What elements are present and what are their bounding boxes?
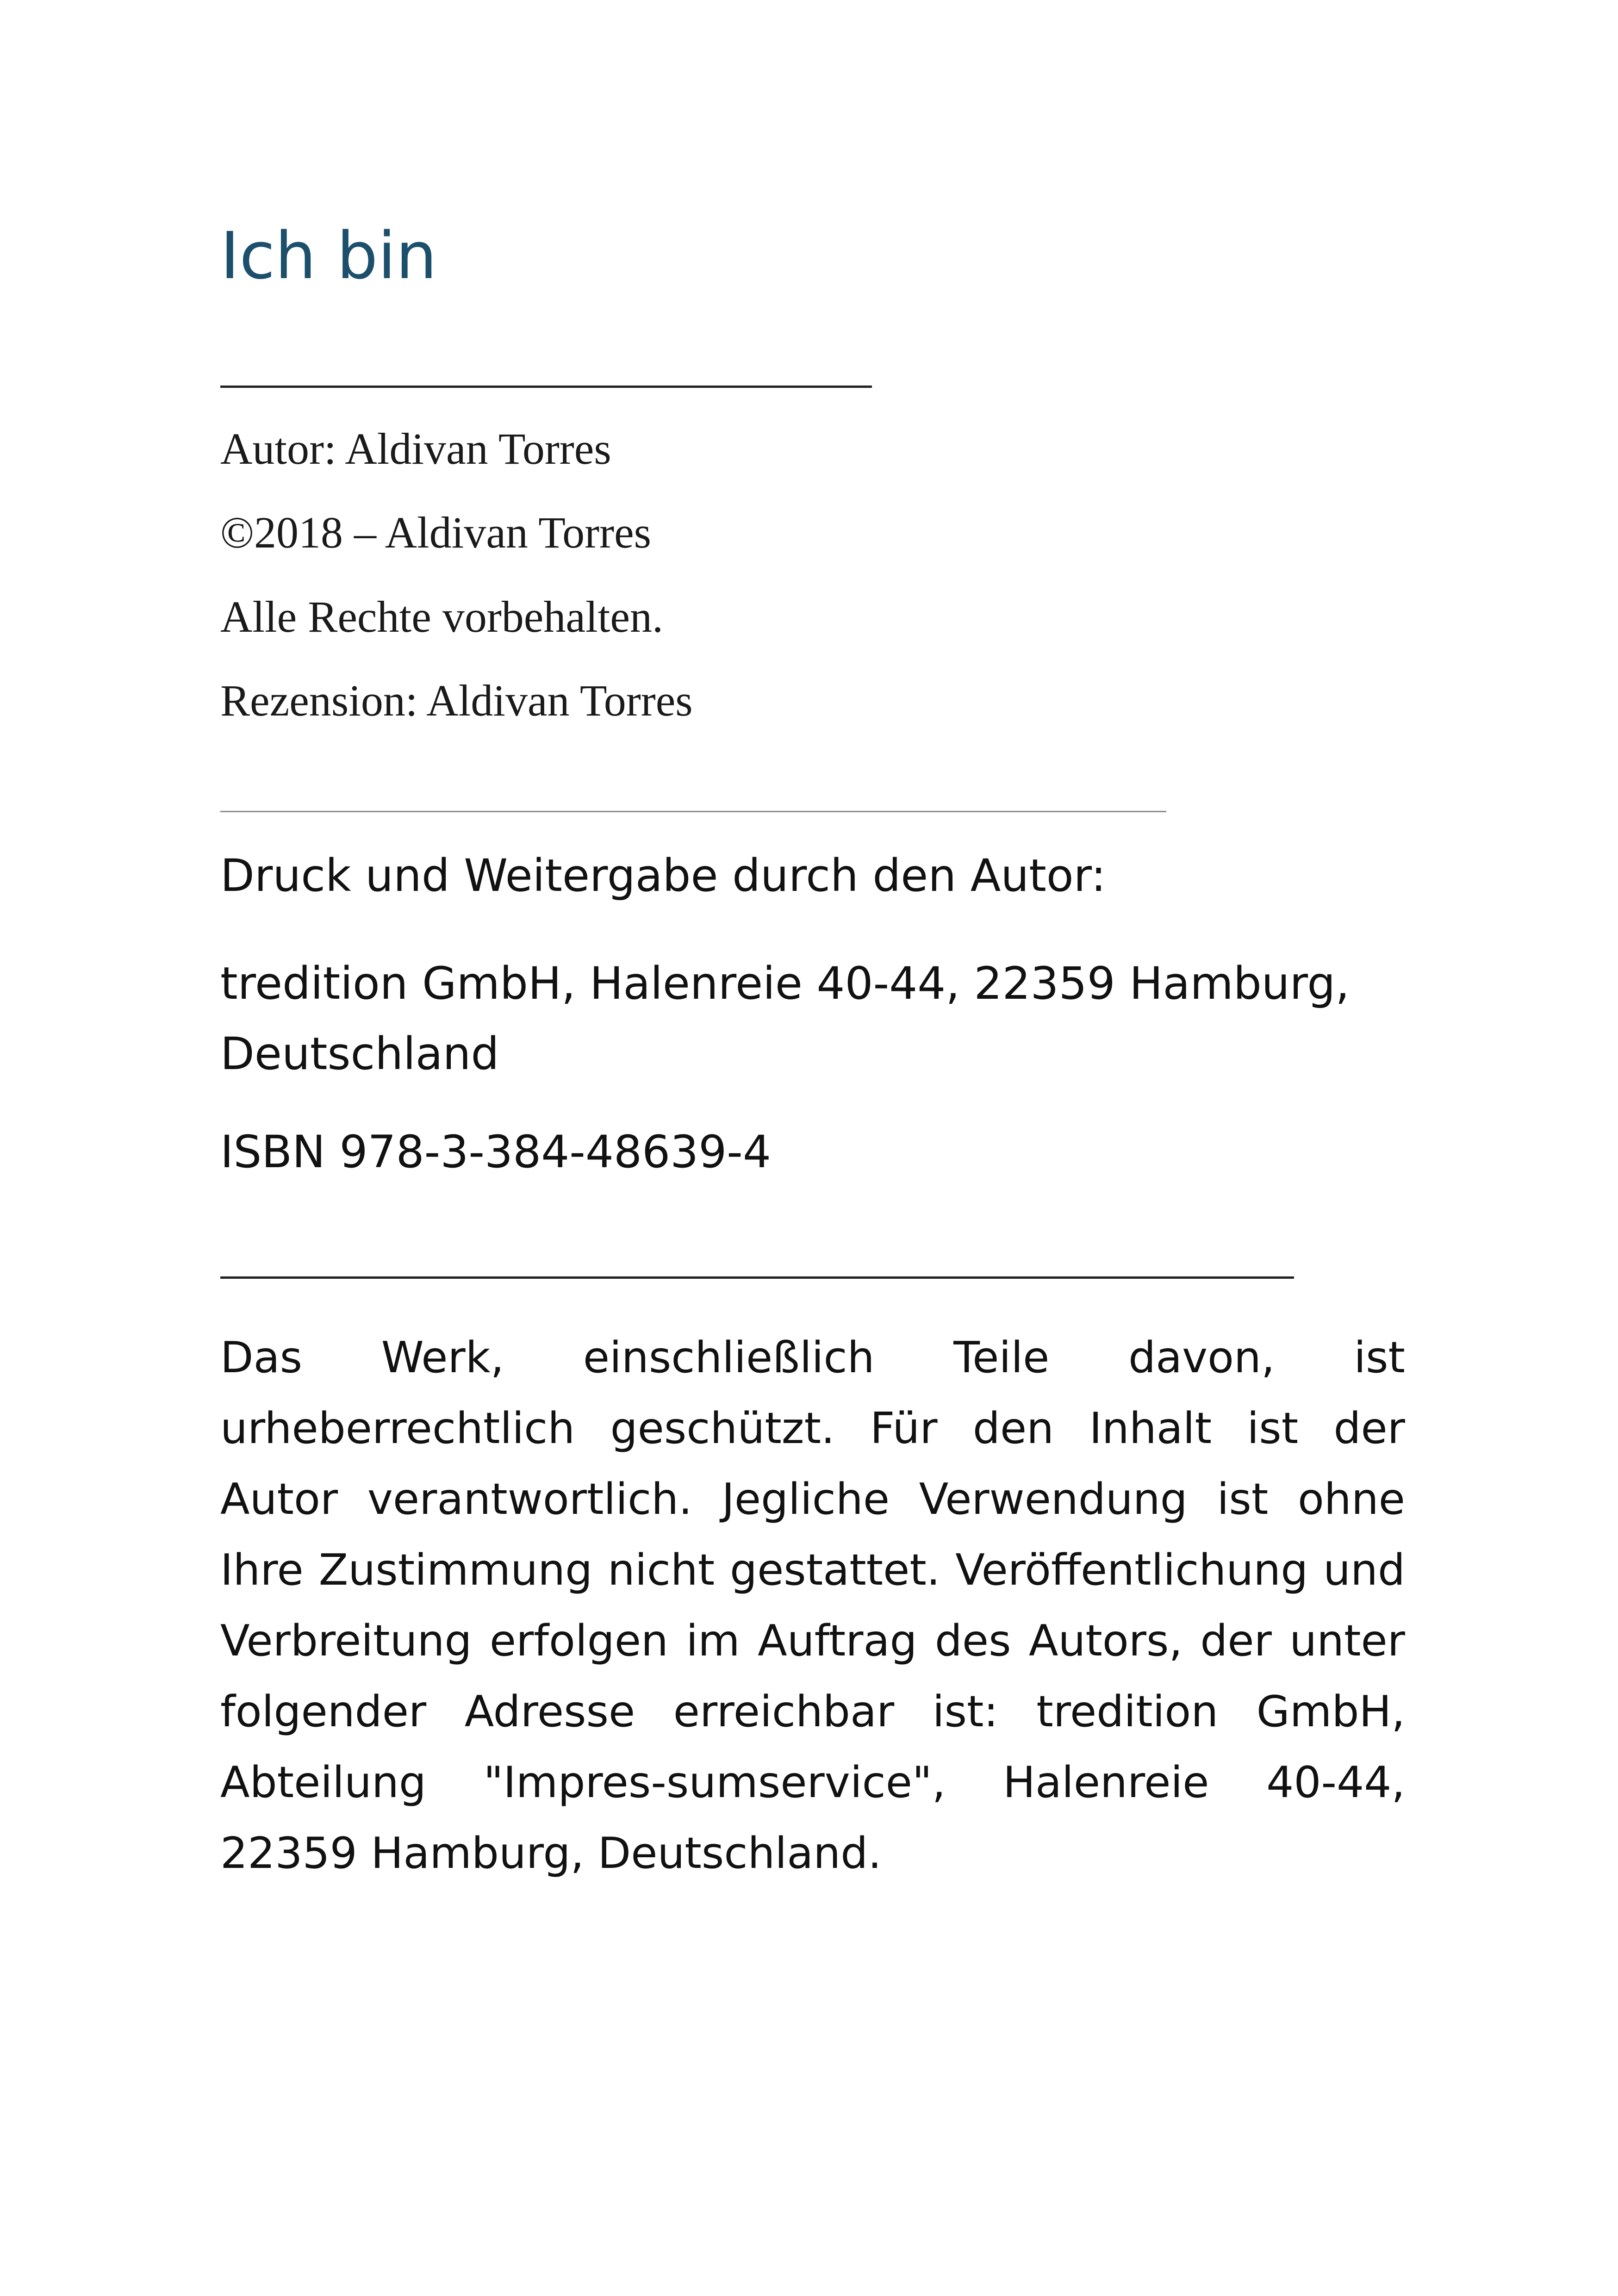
print-label: Druck und Weitergabe durch den Autor: (220, 850, 1106, 902)
title-divider (220, 386, 872, 388)
author-line: Autor: Aldivan Torres (220, 424, 611, 473)
copyright-line: ©2018 – Aldivan Torres (220, 508, 652, 557)
copyright-notice: Das Werk, einschließlich Teile davon, ist urheberrechtlich geschützt. Für den Inhalt ist der Autor verantwortlich. Jegliche Verwendung ist ohne Ihre Zustimmung nicht gestattet. Veröffentlichung und Verbreitung erfolgen im Auftrag des Autors, der unter folgender Adresse erreichbar ist: tredition GmbH, Abteilung "Impres-sumservice", Halenreie 40-44, 22359 Hamburg, Deutschland. (220, 1332, 1405, 1878)
publisher-address: tredition GmbH, Halenreie 40-44, 22359 Hamburg, Deutschland (220, 958, 1350, 1080)
book-title: Ich bin (220, 218, 437, 294)
review-line: Rezension: Aldivan Torres (220, 676, 693, 725)
credits-divider (220, 811, 1166, 812)
publishing-divider (220, 1276, 1294, 1279)
isbn: ISBN 978-3-384-48639-4 (220, 1126, 772, 1178)
rights-line: Alle Rechte vorbehalten. (220, 592, 663, 641)
